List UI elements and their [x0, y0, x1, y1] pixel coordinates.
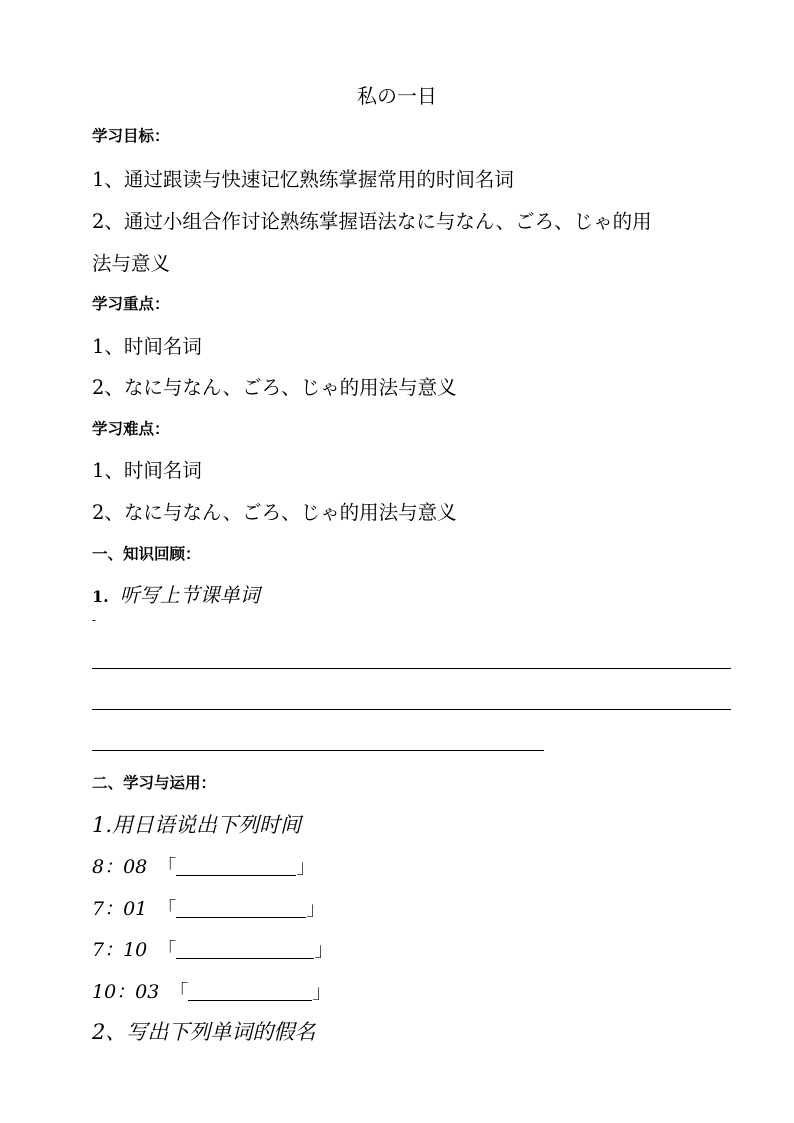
time-label: 7：10: [92, 939, 148, 961]
objective-item-2-line-2: 法与意义: [92, 252, 171, 275]
time-label: 8：08: [92, 856, 148, 878]
key-point-item-2: 2、なに与なん、ごろ、じゃ的用法与意义: [92, 376, 457, 399]
difficulties-heading: 学习难点：: [92, 419, 170, 438]
close-bracket: 」: [312, 981, 332, 1003]
open-bracket: 「: [157, 856, 177, 878]
close-bracket: 」: [296, 856, 316, 878]
review-task-number: 1.: [92, 587, 109, 606]
difficulty-item-1: 1、时间名词: [92, 459, 202, 482]
dictation-line-3[interactable]: [92, 750, 544, 751]
open-bracket: 「: [157, 939, 177, 961]
time-row: [92, 857, 315, 877]
time-label: 7：01: [92, 898, 148, 920]
objectives-heading: 学习目标：: [92, 126, 170, 145]
study-heading: 二、学习与运用：: [92, 773, 217, 792]
answer-blank[interactable]: [188, 982, 312, 1001]
objective-item-1: 1、通过跟读与快速记忆熟练掌握常用的时间名词: [92, 168, 514, 191]
answer-blank[interactable]: [176, 899, 306, 918]
answer-blank[interactable]: [176, 857, 296, 876]
close-bracket: 」: [306, 898, 326, 920]
close-bracket: 」: [314, 939, 334, 961]
answer-blank[interactable]: [176, 940, 314, 959]
study-task-1: 1.用日语说出下列时间: [92, 813, 302, 837]
time-label: 10：03: [92, 981, 160, 1003]
page-title: 私の一日: [357, 84, 437, 108]
time-row: [92, 940, 333, 960]
open-bracket: 「: [169, 981, 189, 1003]
open-bracket: 「: [157, 898, 177, 920]
study-task-2: 2、写出下列单词的假名: [92, 1020, 316, 1044]
key-point-item-1: 1、时间名词: [92, 335, 202, 358]
review-heading: 一、知识回顾：: [92, 544, 201, 563]
objective-item-2-line-1: 2、通过小组合作讨论熟练掌握语法なに与なん、ごろ、じゃ的用: [92, 210, 652, 233]
dictation-line-1[interactable]: [92, 668, 731, 669]
time-row: [92, 899, 325, 919]
difficulty-item-2: 2、なに与なん、ごろ、じゃ的用法与意义: [92, 501, 457, 524]
review-task-label: 听写上节课单词: [119, 583, 260, 607]
dictation-line-2[interactable]: [92, 709, 731, 710]
key-points-heading: 学习重点：: [92, 294, 170, 313]
review-task: [92, 585, 260, 605]
time-row: [92, 982, 331, 1002]
review-marker: -: [92, 613, 97, 627]
